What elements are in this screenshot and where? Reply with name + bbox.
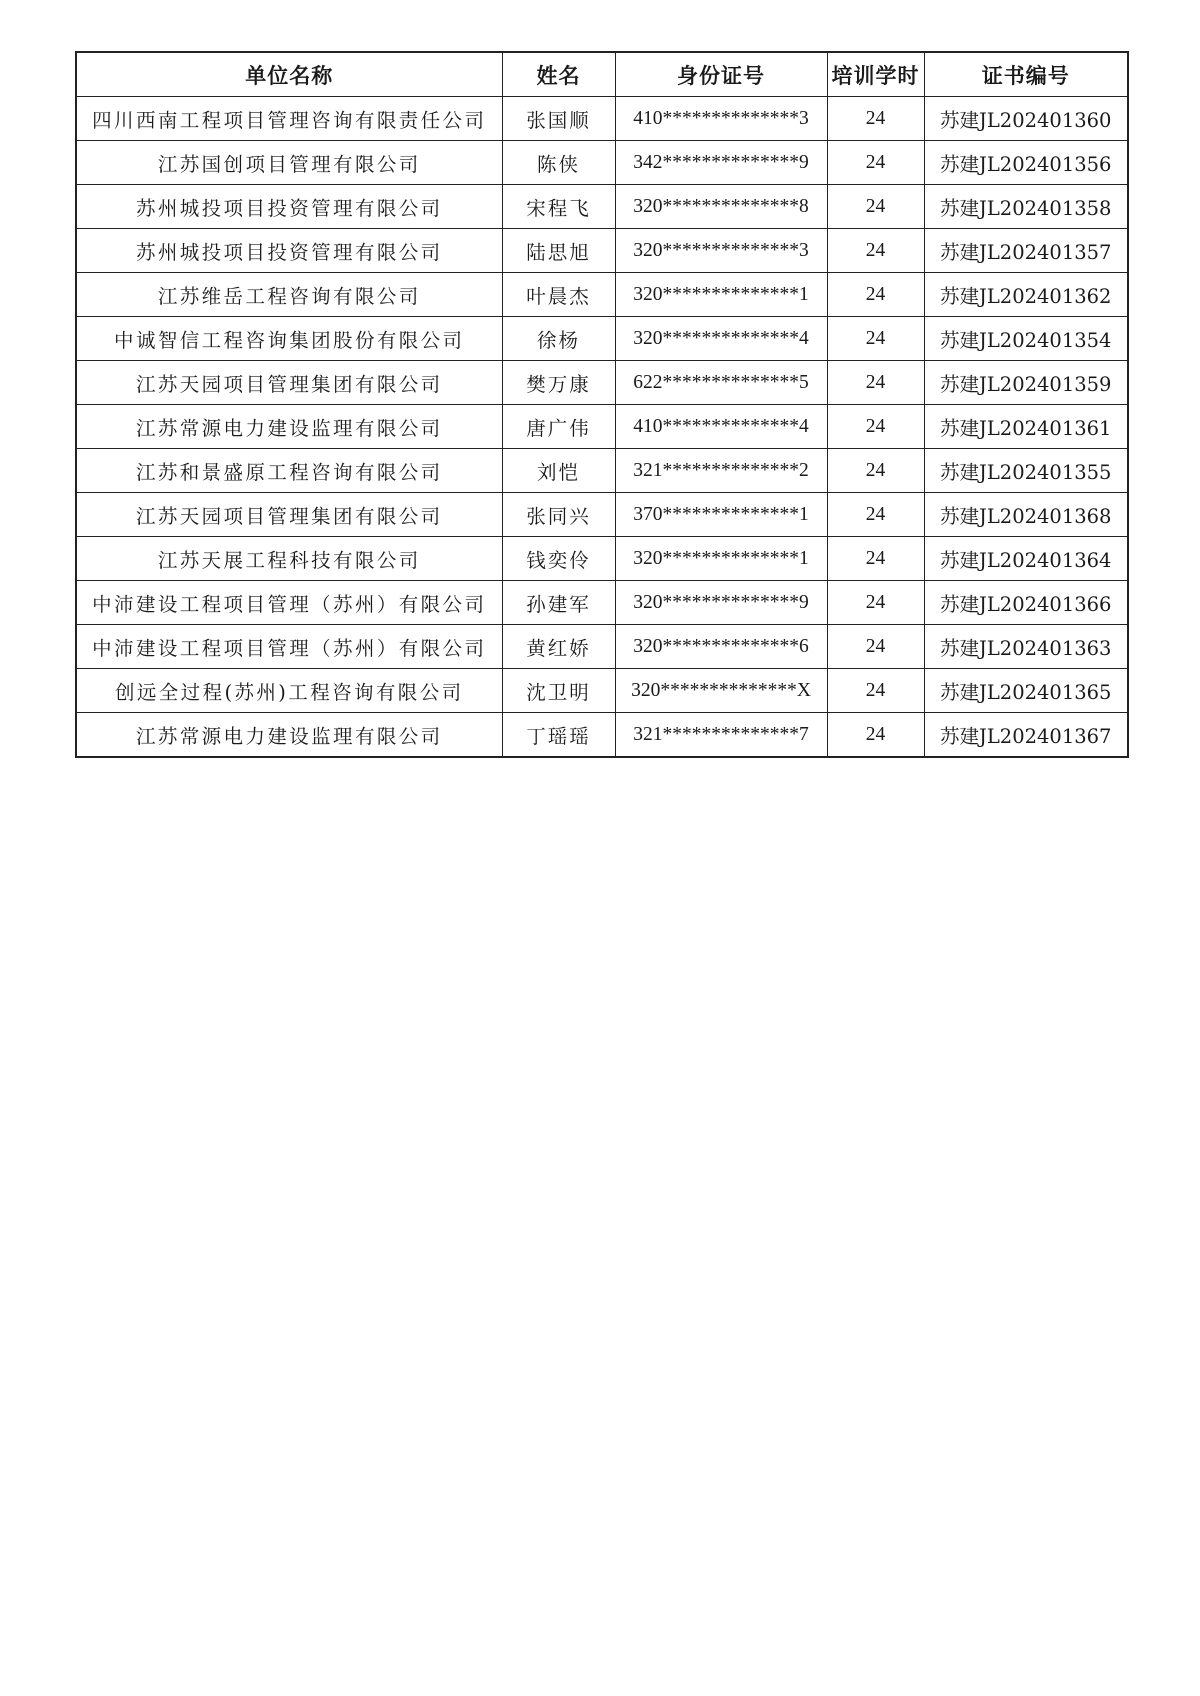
cell-certificate-number: 苏建JL202401359 — [924, 361, 1128, 405]
table-row — [76, 185, 1128, 229]
table-row — [76, 361, 1128, 405]
table-row — [76, 713, 1128, 758]
cell-company: 中诚智信工程咨询集团股份有限公司 — [76, 317, 502, 361]
cell-certificate-number: 苏建JL202401358 — [924, 185, 1128, 229]
cell-name: 张同兴 — [502, 493, 615, 537]
cell-certificate-number: 苏建JL202401365 — [924, 669, 1128, 713]
cell-id-number: 321**************2 — [615, 449, 827, 493]
cell-company: 苏州城投项目投资管理有限公司 — [76, 185, 502, 229]
cell-certificate-number: 苏建JL202401367 — [924, 713, 1128, 758]
cell-certificate-number: 苏建JL202401366 — [924, 581, 1128, 625]
cell-name: 张国顺 — [502, 97, 615, 141]
cell-training-hours: 24 — [827, 625, 924, 669]
table-row — [76, 625, 1128, 669]
cell-training-hours: 24 — [827, 581, 924, 625]
cell-name: 唐广伟 — [502, 405, 615, 449]
cell-company: 中沛建设工程项目管理（苏州）有限公司 — [76, 581, 502, 625]
cell-name: 孙建军 — [502, 581, 615, 625]
cell-company: 四川西南工程项目管理咨询有限责任公司 — [76, 97, 502, 141]
cell-name: 陈侠 — [502, 141, 615, 185]
cell-certificate-number: 苏建JL202401356 — [924, 141, 1128, 185]
cell-name: 丁瑶瑶 — [502, 713, 615, 758]
table-row — [76, 273, 1128, 317]
header-training-hours: 培训学时 — [827, 52, 924, 97]
cell-certificate-number: 苏建JL202401357 — [924, 229, 1128, 273]
cell-certificate-number: 苏建JL202401360 — [924, 97, 1128, 141]
cell-id-number: 370**************1 — [615, 493, 827, 537]
cell-training-hours: 24 — [827, 97, 924, 141]
cell-training-hours: 24 — [827, 405, 924, 449]
cell-id-number: 410**************4 — [615, 405, 827, 449]
table-row — [76, 229, 1128, 273]
cell-training-hours: 24 — [827, 713, 924, 758]
cell-company: 创远全过程(苏州)工程咨询有限公司 — [76, 669, 502, 713]
table-row — [76, 141, 1128, 185]
cell-company: 江苏和景盛原工程咨询有限公司 — [76, 449, 502, 493]
cell-company: 江苏常源电力建设监理有限公司 — [76, 405, 502, 449]
cell-company: 江苏国创项目管理有限公司 — [76, 141, 502, 185]
cell-training-hours: 24 — [827, 273, 924, 317]
cell-training-hours: 24 — [827, 229, 924, 273]
cell-id-number: 320**************6 — [615, 625, 827, 669]
cell-certificate-number: 苏建JL202401355 — [924, 449, 1128, 493]
cell-certificate-number: 苏建JL202401363 — [924, 625, 1128, 669]
cell-training-hours: 24 — [827, 669, 924, 713]
cell-training-hours: 24 — [827, 537, 924, 581]
cell-training-hours: 24 — [827, 361, 924, 405]
cell-name: 沈卫明 — [502, 669, 615, 713]
cell-training-hours: 24 — [827, 185, 924, 229]
cell-id-number: 410**************3 — [615, 97, 827, 141]
cell-id-number: 320**************X — [615, 669, 827, 713]
cell-name: 钱奕伶 — [502, 537, 615, 581]
cell-training-hours: 24 — [827, 449, 924, 493]
cell-id-number: 320**************9 — [615, 581, 827, 625]
table-row — [76, 317, 1128, 361]
cell-company: 苏州城投项目投资管理有限公司 — [76, 229, 502, 273]
cell-training-hours: 24 — [827, 493, 924, 537]
cell-company: 江苏天园项目管理集团有限公司 — [76, 493, 502, 537]
cell-id-number: 320**************4 — [615, 317, 827, 361]
table-row — [76, 405, 1128, 449]
table-row — [76, 537, 1128, 581]
cell-training-hours: 24 — [827, 141, 924, 185]
cell-name: 刘恺 — [502, 449, 615, 493]
cell-id-number: 342**************9 — [615, 141, 827, 185]
cell-name: 樊万康 — [502, 361, 615, 405]
table-row — [76, 449, 1128, 493]
cell-certificate-number: 苏建JL202401361 — [924, 405, 1128, 449]
cell-id-number: 320**************3 — [615, 229, 827, 273]
table-header — [76, 52, 1128, 97]
header-id-number: 身份证号 — [615, 52, 827, 97]
cell-company: 江苏天展工程科技有限公司 — [76, 537, 502, 581]
cell-certificate-number: 苏建JL202401354 — [924, 317, 1128, 361]
table-row — [76, 669, 1128, 713]
cell-name: 叶晨杰 — [502, 273, 615, 317]
cell-company: 中沛建设工程项目管理（苏州）有限公司 — [76, 625, 502, 669]
cell-certificate-number: 苏建JL202401364 — [924, 537, 1128, 581]
cell-name: 黄红娇 — [502, 625, 615, 669]
header-name: 姓名 — [502, 52, 615, 97]
cell-company: 江苏天园项目管理集团有限公司 — [76, 361, 502, 405]
cell-company: 江苏维岳工程咨询有限公司 — [76, 273, 502, 317]
table-row — [76, 97, 1128, 141]
cell-id-number: 320**************1 — [615, 537, 827, 581]
table-body — [76, 97, 1128, 758]
cell-certificate-number: 苏建JL202401362 — [924, 273, 1128, 317]
table-row — [76, 493, 1128, 537]
cell-company: 江苏常源电力建设监理有限公司 — [76, 713, 502, 758]
cell-id-number: 320**************1 — [615, 273, 827, 317]
cell-name: 陆思旭 — [502, 229, 615, 273]
cell-name: 徐杨 — [502, 317, 615, 361]
table-row — [76, 581, 1128, 625]
cell-id-number: 321**************7 — [615, 713, 827, 758]
cell-id-number: 622**************5 — [615, 361, 827, 405]
header-certificate-number: 证书编号 — [924, 52, 1128, 97]
training-roster-table — [75, 51, 1129, 758]
cell-id-number: 320**************8 — [615, 185, 827, 229]
cell-training-hours: 24 — [827, 317, 924, 361]
cell-certificate-number: 苏建JL202401368 — [924, 493, 1128, 537]
header-row — [76, 52, 1128, 97]
cell-name: 宋程飞 — [502, 185, 615, 229]
header-company: 单位名称 — [76, 52, 502, 97]
